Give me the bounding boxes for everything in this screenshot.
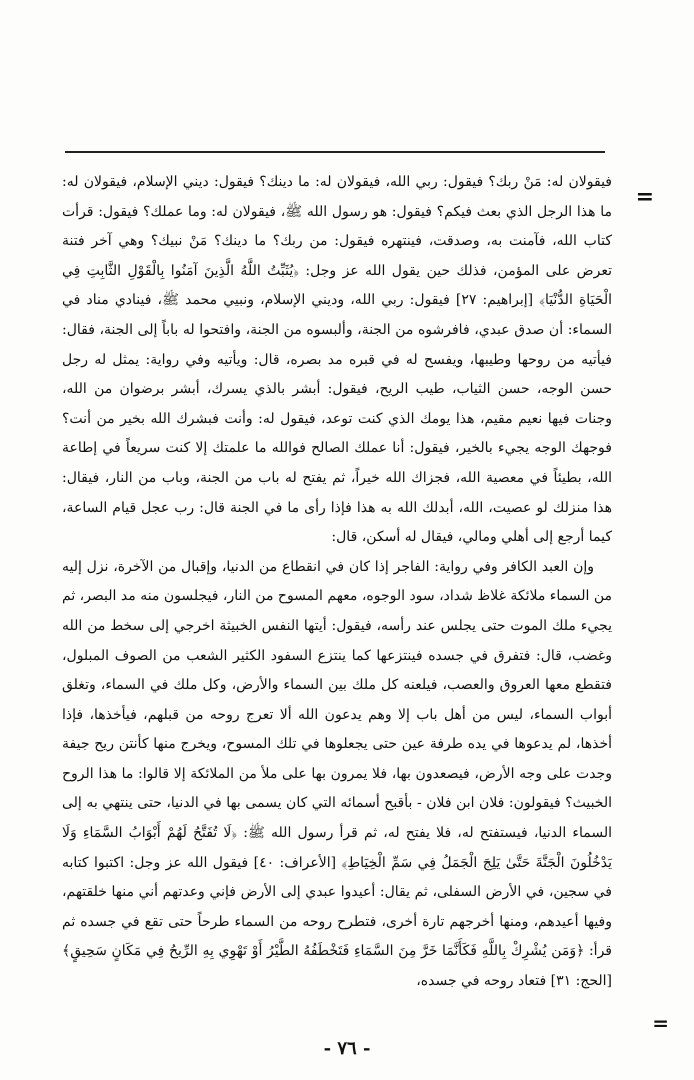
page-body (62, 168, 612, 997)
header-rule (65, 151, 605, 153)
page-number: - ٧٦ - (323, 1038, 371, 1059)
continuation-mark-bottom: = (652, 1011, 669, 1035)
paragraph-hadith-disbeliever: وإن العبد الكافر وفي رواية: الفاجر إذا كان في انقطاع من الدنيا، وإقبال من الآخرة، نزل إليه من السماء ملائكة غلاظ شداد، سود الوجوه، معهم المسوح من النار، فيجلسون منه مد البصر، ثم يجيء ملك الموت حتى يجلس عند رأسه، فيقول: أيتها النفس الخبيثة اخرجي إلى سخط من الله وغضب، قال: فتفرق في جسده فينتزعها كما ينتزع السفود الكثير الشعب من الصوف المبلول، فتقطع معها العروق والعصب، فيلعنه كل ملك بين السماء والأرض، وكل ملك في السماء، وتغلق أبواب السماء، ليس من أهل باب إلا وهم يدعون الله ألا تعرج روحه من قبلهم، فيأخذها، فإذا أخذها، لم يدعوها في يده طرفة عين حتى يجعلوها في تلك المسوح، ويخرج منها كأنتن ريح جيفة وجدت على وجه الأرض، فيصعدون بها، فلا يمرون بها على ملأ من الملائكة إلا قالوا: ما هذا الروح الخبيث؟ فيقولون: فلان ابن فلان - بأقبح أسمائه التي كان يسمى بها في الدنيا، حتى ينتهي به إلى السماء الدنيا، فيستفتح له، فلا يفتح له، ثم قرأ رسول الله ﷺ: ﴿لَا تُفَتَّحُ لَهُمْ أَبْوَابُ السَّمَاءِ وَلَا يَدْخُلُونَ الْجَنَّةَ حَتَّىٰ يَلِجَ الْجَمَلُ فِي سَمِّ الْخِيَاطِ﴾ [الأعراف: ٤٠] فيقول الله عز وجل: اكتبوا كتابه في سجين، في الأرض السفلى، ثم يقال: أعيدوا عبدي إلى الأرض فإني وعدتهم أني منها خلقتهم، وفيها أعيدهم، ومنها أخرجهم تارة أخرى، فتطرح روحه من السماء طرحاً حتى تقع في جسده ثم قرأ: ﴿وَمَن يُشْرِكْ بِاللَّهِ فَكَأَنَّمَا خَرَّ مِنَ السَّمَاءِ فَتَخْطَفُهُ الطَّيْرُ أَوْ تَهْوِي بِهِ الرِّيحُ فِي مَكَانٍ سَحِيقٍ﴾ [الحج: ٣١] فتعاد روحه في جسده، (62, 558, 613, 990)
paragraph-hadith-believer: فيقولان له: مَنْ ربك؟ فيقول: ربي الله، فيقولان له: ما دينك؟ فيقول: ديني الإسلام، فيقولان له: ما هذا الرجل الذي بعث فيكم؟ فيقول: هو رسول الله ﷺ، فيقولان له: وما عملك؟ فيقول: قرأت كتاب الله، فآمنت به، وصدقت، فينتهره فيقول: من ربك؟ ما دينك؟ مَنْ نبيك؟ وهي آخر فتنة تعرض على المؤمن، فذلك حين يقول الله عز وجل: ﴿يُثَبِّتُ اللَّهُ الَّذِينَ آمَنُوا بِالْقَوْلِ الثَّابِتِ فِي الْحَيَاةِ الدُّنْيَا﴾ [إبراهيم: ٢٧] فيقول: ربي الله، وديني الإسلام، ونبيي محمد ﷺ، فينادي مناد في السماء: أن صدق عبدي، فافرشوه من الجنة، وألبسوه من الجنة، وافتحوا له باباً إلى الجنة، فقال: فيأتيه من روحها وطيبها، ويفسح له في قبره مد بصره، قال: ويأتيه وفي رواية: يمثل له رجل حسن الوجه، حسن الثياب، طيب الريح، فيقول: أبشر بالذي يسرك، أبشر برضوان من الله، وجنات فيها نعيم مقيم، هذا يومك الذي كنت توعد، فيقول له: وأنت فبشرك الله بخير من أنت؟ فوجهك الوجه يجيء بالخير، فيقول: أنا عملك الصالح فوالله ما علمتك إلا كنت سريعاً في إطاعة الله، بطيئاً في معصية الله، فجزاك الله خيراً، ثم يفتح له باب من الجنة، وباب من النار، فيقال: هذا منزلك لو عصيت، الله، أبدلك الله به هذا فإذا رأى ما في الجنة قال: رب عجل قيام الساعة، كيما أرجع إلى أهلي ومالي، فيقال له أسكن، قال: (62, 174, 612, 546)
continuation-mark-top: = (635, 184, 654, 210)
